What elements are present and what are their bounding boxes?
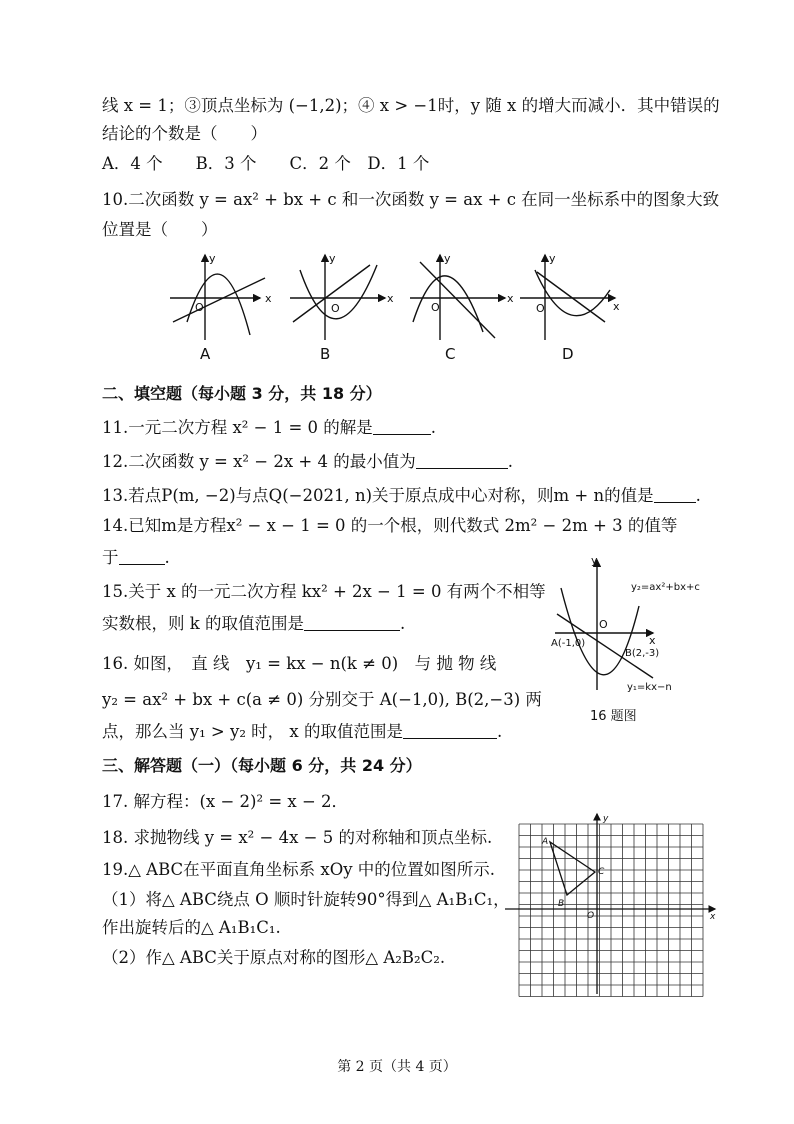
graph-d [520,255,615,340]
graph-b [290,255,385,340]
q16-line2: y₂ = ax² + bx + c(a ≠ 0) 分别交于 A(−1,0), B(2,−3) 两 [102,690,542,709]
q19-line1: 19.△ ABC在平面直角坐标系 xOy 中的位置如图所示. [102,860,496,879]
graph-d-x: x [613,300,620,313]
q19-point-a: A [542,837,549,847]
q16-parabola [561,588,639,675]
q19-point-b: B [558,899,565,909]
q12-text: 12.二次函数 y = x² − 2x + 4 的最小值为 [102,452,416,471]
q16-end: . [496,722,503,741]
graph-c [410,255,505,340]
q14-line2 [102,546,170,570]
q18: 18. 求抛物线 y = x² − 4x − 5 的对称轴和顶点坐标. [102,828,493,847]
q12 [102,450,513,474]
q11-text: 11.一元二次方程 x² − 1 = 0 的解是 [102,418,373,437]
q16-line-label: y₁=kx−n [627,682,672,693]
q19-x-label: x [710,912,716,922]
q19-origin: O [587,911,595,921]
q14-line1: 14.已知m是方程x² − x − 1 = 0 的一个根，则代数式 2m² − 2m + 3 的值等 [102,516,678,535]
graph-c-y: y [444,252,451,265]
q19-point-c: C [598,867,605,877]
q16-blank[interactable] [403,722,497,739]
graph-label-a: A [200,345,211,363]
q16-line1: 16. 如图， 直 线 y₁ = kx − n(k ≠ 0) 与 抛 物 线 [102,654,497,673]
q13 [102,484,701,508]
graph-d-o: O [536,302,545,315]
q9-line1: 线 x = 1；③顶点坐标为 (−1,2)；④ x > −1时，y 随 x 的增大而减小．其中错误的 [102,96,720,115]
graph-b-y: y [329,252,336,265]
q13-text: 13.若点P(m, −2)与点Q(−2021, n)关于原点成中心对称，则m + n的值是 [102,486,654,505]
section3-title: 三、解答题（一）（每小题 6 分，共 24 分） [102,756,422,775]
graph-label-b: B [320,345,331,363]
q12-blank[interactable] [416,452,508,469]
section2-title: 二、填空题（每小题 3 分，共 18 分） [102,384,382,403]
graph-a-x: x [265,292,272,305]
q19-line2: （1）将△ ABC绕点 O 顺时针旋转90°得到△ A₁B₁C₁， [102,890,510,909]
q15-blank[interactable] [304,614,400,631]
q16-figure [545,552,720,702]
page-footer: 第 2 页（共 4 页） [337,1059,457,1075]
q19-line3: 作出旋转后的△ A₁B₁C₁. [102,918,281,937]
q16-origin: O [599,618,608,631]
q19-grid [519,824,703,997]
graph-label-c: C [445,345,456,363]
q15-line1: 15.关于 x 的一元二次方程 kx² + 2x − 1 = 0 有两个不相等 [102,582,546,601]
q16-line3 [102,720,502,744]
q16-y-label: y [591,554,598,567]
q14-blank[interactable] [119,548,165,565]
q10-line1: 10.二次函数 y = ax² + bx + c 和一次函数 y = ax + c 在同一坐标系中的图象大致 [102,190,720,209]
q15-prefix: 实数根，则 k 的取值范围是 [102,614,304,633]
q16-point-a: A(-1,0) [551,638,586,649]
q14-prefix: 于 [102,548,119,567]
q9-options: A．4 个 B．3 个 C．2 个 D．1 个 [102,154,430,173]
q16-prefix: 点，那么当 y₁ > y₂ 时， x 的取值范围是 [102,722,403,741]
q15-line2 [102,612,405,636]
q19-line4: （2）作△ ABC关于原点对称的图形△ A₂B₂C₂. [102,948,446,967]
graph-b-o: O [331,302,340,315]
q12-end: . [507,452,513,471]
graph-c-x: x [507,292,514,305]
graph-b-x: x [387,292,394,305]
q13-end: . [695,486,701,505]
q16-caption: 16 题图 [590,709,637,724]
q17: 17. 解方程：(x − 2)² = x − 2． [102,792,349,811]
q10-graphs [165,250,625,345]
graph-label-d: D [562,345,574,363]
graph-d-y: y [549,252,556,265]
q13-blank[interactable] [654,486,696,503]
graph-a [170,255,265,340]
graph-c-o: O [431,301,440,314]
q16-curve-label: y₂=ax²+bx+c [631,582,700,593]
graph-a-y: y [209,252,216,265]
q14-end: . [164,548,170,567]
q10-line2: 位置是（ ） [102,220,218,239]
graph-a-o: O [195,301,204,314]
q19-y-label: y [603,814,609,824]
q15-end: . [400,614,406,633]
q11-blank[interactable] [373,418,431,435]
q16-point-b: B(2,-3) [625,648,660,659]
q9-line2: 结论的个数是（ ） [102,124,267,143]
q11-end: . [430,418,437,437]
q16-x-label: x [649,634,656,647]
q11 [102,416,436,440]
q19-grid-figure [505,812,725,997]
